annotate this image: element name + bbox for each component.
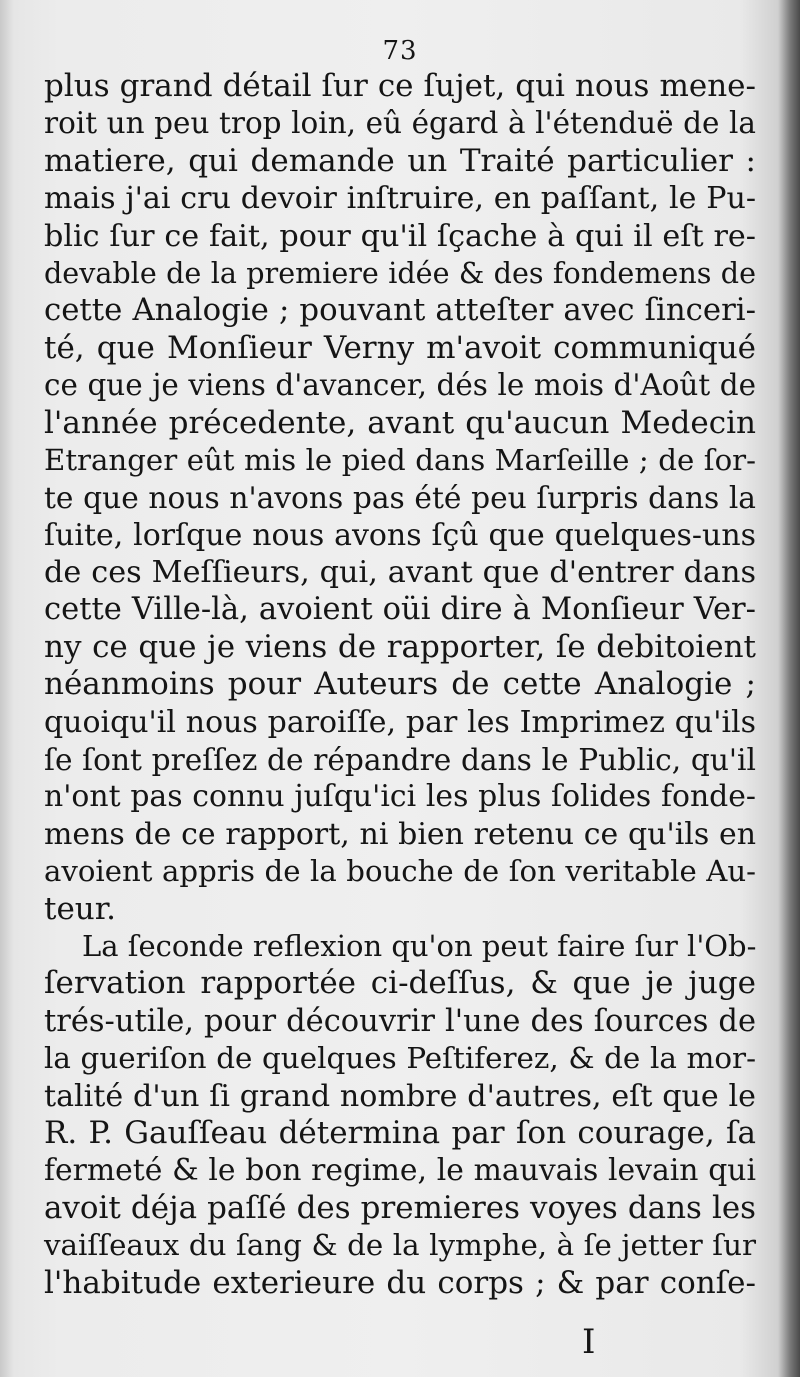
text-line: ce que je viens d'avancer, dés le mois d'Août de — [44, 368, 756, 403]
text-line: vaiſſeaux du ſang & de la lymphe, à ſe jetter ſur — [44, 1228, 756, 1263]
text-line: té, que Monſieur Verny m'avoit communiqué — [44, 329, 756, 366]
text-line: teur. — [44, 890, 117, 927]
text-line: devable de la premiere idée & des fondemens de — [44, 255, 756, 290]
text-line: ſuite, lorſque nous avons ſçû que quelques-uns — [44, 517, 756, 553]
text-line: mais j'ai cru devoir inſtruire, en paſſant, le Pu- — [44, 181, 756, 217]
text-line: fermeté & le bon regime, le mauvais levain qui — [44, 1153, 756, 1189]
text-line: avoient appris de la bouche de ſon veritable Au- — [44, 854, 756, 889]
text-line: la gueriſon de quelques Peſtiferez, & de la mor- — [44, 1041, 756, 1076]
text-line: plus grand détail ſur ce ſujet, qui nous mene- — [44, 68, 756, 104]
text-line: ſervation rapportée ci-deſſus, & que je juge — [44, 965, 756, 1002]
text-line: matiere, qui demande un Traité particulier : — [44, 142, 756, 179]
text-line: de ces Meſſieurs, qui, avant que d'entrer dans — [44, 555, 756, 591]
body-text — [44, 68, 756, 1302]
text-line: mens de ce rapport, ni bien retenu ce qu'ils en — [44, 816, 756, 852]
text-line: n'ont pas connu juſqu'ici les plus ſolides fonde- — [44, 779, 756, 815]
text-line: Etranger eût mis le pied dans Marſeille ; de ſor- — [44, 442, 756, 477]
text-line: l'habitude exterieure du corps ; & par conſe- — [44, 1264, 756, 1301]
paragraph-first-line: La ſeconde reflexion qu'on peut faire ſur l'Ob- — [82, 928, 757, 963]
text-line: quoiqu'il nous paroiſſe, par les Imprimez qu'ils — [44, 704, 756, 740]
text-line: avoit déja paſſé des premieres voyes dans les — [44, 1189, 756, 1226]
text-line: ſe ſont preſſez de répandre dans le Public, qu'il — [44, 742, 756, 778]
text-line: cette Analogie ; pouvant atteſter avec ſinceri- — [44, 292, 756, 329]
page-number: 73 — [382, 36, 418, 66]
text-line: te que nous n'avons pas été peu ſurpris dans la — [44, 480, 756, 516]
text-line: blic ſur ce fait, pour qu'il ſçache à qui il eſt re- — [44, 218, 756, 254]
text-line: ny ce que je viens de rapporter, ſe debitoient — [44, 628, 756, 665]
text-line: néanmoins pour Auteurs de cette Analogie ; — [44, 666, 756, 703]
signature-mark: I — [582, 1322, 596, 1362]
text-line: cette Ville-là, avoient oüi dire à Monſieur Ver- — [44, 592, 756, 628]
text-line: R. P. Gauſſeau détermina par ſon courage, ſa — [44, 1114, 756, 1151]
text-line: l'année précedente, avant qu'aucun Medecin — [44, 404, 756, 441]
text-line: trés-utile, pour découvrir l'une des ſources de — [44, 1003, 756, 1039]
text-line: roit un peu trop loin, eû égard à l'étenduë de la — [44, 106, 756, 141]
text-line: talité d'un ſi grand nombre d'autres, eſt que le — [44, 1078, 756, 1114]
